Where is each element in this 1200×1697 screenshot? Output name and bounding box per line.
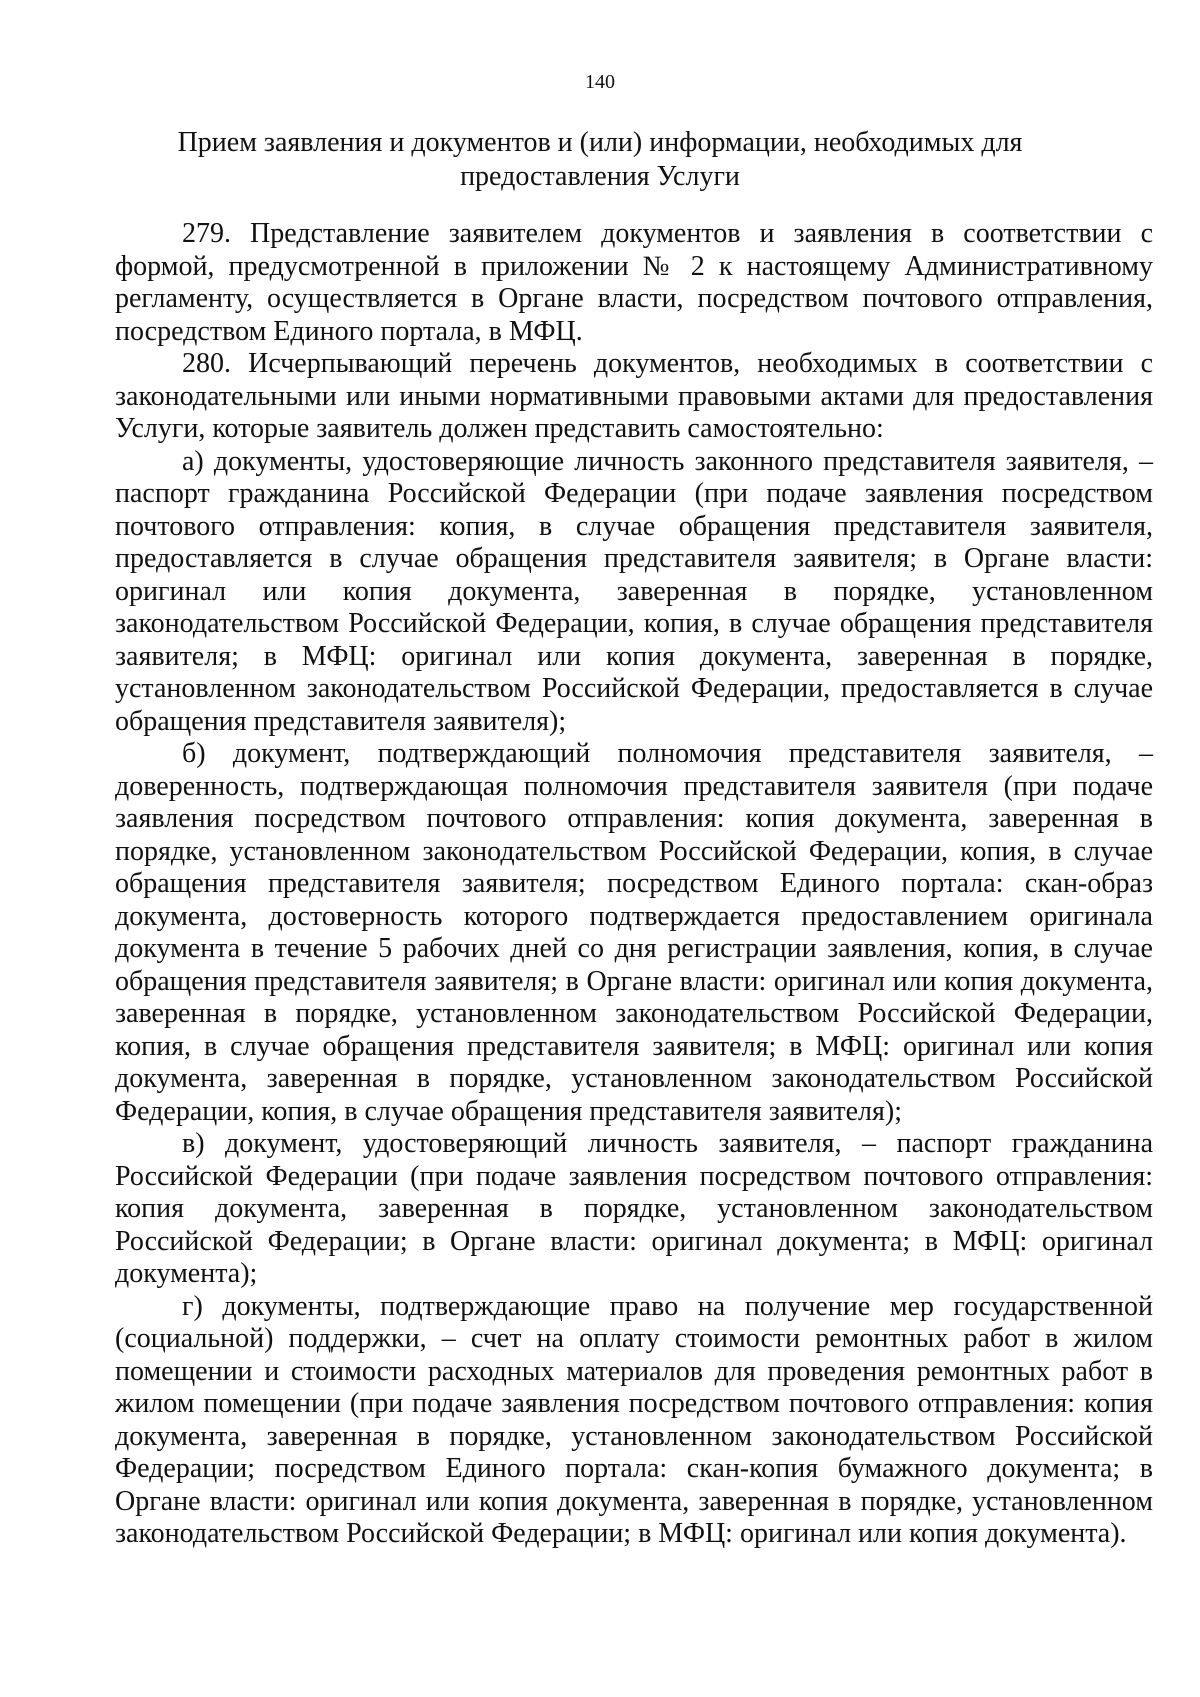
- section-heading-line-1: Прием заявления и документов и (или) информации, необходимых для: [177, 127, 1023, 158]
- paragraph-280: 280. Исчерпывающий перечень документов, необходимых в соответствии с законодательными или иными нормативными правовыми актами для предоставления Услуги, которые заявитель должен представить самостоятельно:: [115, 348, 1153, 444]
- list-item-b: б) документ, подтверждающий полномочия представителя заявителя, – доверенность, подтверждающая полномочия представителя заявителя (при подаче заявления посредством почтового отправления: копия документа, заверенная в порядке, установленном законодательством Российской Федерации, копия, в случае обращения представителя заявителя; посредством Единого портала: скан-образ документа, достоверность которого подтверждается предоставлением оригинала документа в течение 5 рабочих дней со дня регистрации заявления, копия, в случае обращения представителя заявителя; в Органе власти: оригинал или копия документа, заверенная в порядке, установленном законодательством Российской Федерации, копия, в случае обращения представителя заявителя; в МФЦ: оригинал или копия документа, заверенная в порядке, установленном законодательством Российской Федерации, копия, в случае обращения представителя заявителя);: [115, 738, 1153, 1127]
- list-item-v: в) документ, удостоверяющий личность заявителя, – паспорт гражданина Российской Федерации (при подаче заявления посредством почтового отправления: копия документа, заверенная в порядке, установленном законодательством Российской Федерации; в Органе власти: оригинал документа; в МФЦ: оригинал документа);: [115, 1128, 1153, 1289]
- body-text: [115, 218, 1153, 1551]
- list-item-g: г) документы, подтверждающие право на получение мер государственной (социальной) поддержки, – счет на оплату стоимости ремонтных работ в жилом помещении и стоимости расходных материалов для проведения ремонтных работ в жилом помещении (при подаче заявления посредством почтового отправления: копия документа, заверенная в порядке, установленном законодательством Российской Федерации; посредством Единого портала: скан-копия бумажного документа; в Органе власти: оригинал или копия документа, заверенная в порядке, установленном законодательством Российской Федерации; в МФЦ: оригинал или копия документа).: [115, 1290, 1153, 1549]
- page-number: 140: [585, 71, 615, 93]
- list-item-a: а) документы, удостоверяющие личность законного представителя заявителя, – паспорт гражданина Российской Федерации (при подаче заявления посредством почтового отправления: копия, в случае обращения представителя заявителя, предоставляется в случае обращения представителя заявителя; в Органе власти: оригинал или копия документа, заверенная в порядке, установленном законодательством Российской Федерации, копия, в случае обращения представителя заявителя; в МФЦ: оригинал или копия документа, заверенная в порядке, установленном законодательством Российской Федерации, предоставляется в случае обращения представителя заявителя);: [115, 445, 1153, 737]
- section-heading: [150, 126, 1050, 194]
- section-heading-line-2: предоставления Услуги: [460, 161, 740, 192]
- paragraph-279: 279. Представление заявителем документов и заявления в соответствии с формой, предусмотренной в приложении № 2 к настоящему Административному регламенту, осуществляется в Органе власти, посредством почтового отправления, посредством Единого портала, в МФЦ.: [115, 218, 1153, 347]
